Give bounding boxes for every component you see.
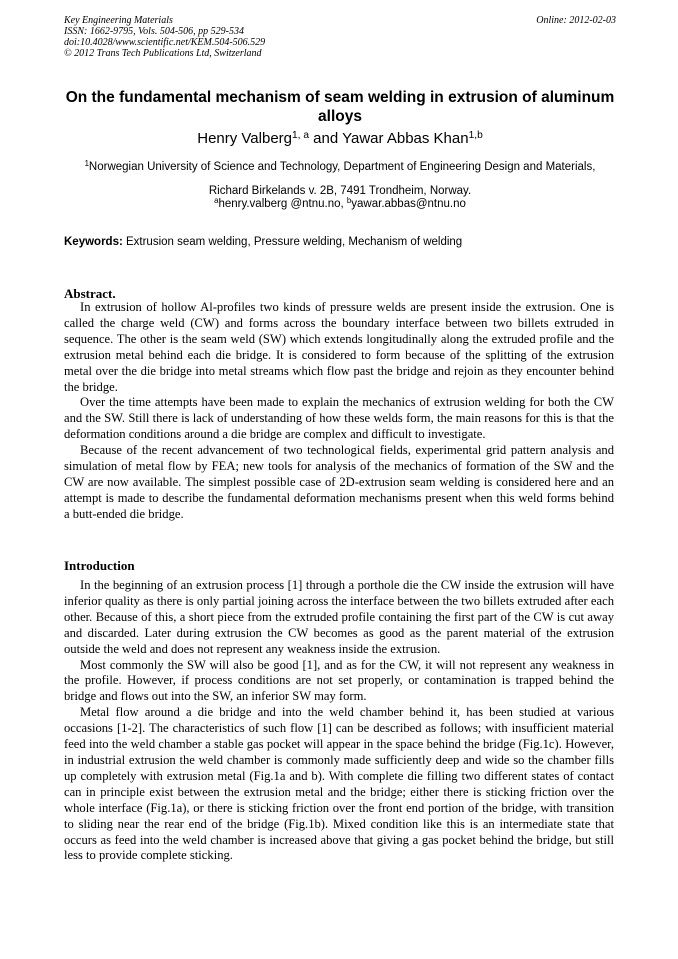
email-a-sup: a (214, 196, 219, 206)
email-a[interactable]: henry.valberg @ntnu.no, (218, 198, 347, 210)
introduction-paragraph: Most commonly the SW will also be good [1], and as for the CW, it will not represent any weakness in the profile. However, if process conditions are not set properly, or contamination is trapped behind the bridge and flows out into the SW, an inferior SW may form. (64, 657, 614, 704)
journal-name: Key Engineering Materials (64, 15, 173, 26)
journal-header (64, 15, 616, 59)
affiliation-sup: 1 (84, 159, 89, 169)
abstract-paragraph: Because of the recent advancement of two technological fields, experimental grid pattern analysis and simulation of metal flow by FEA; new tools for analysis of the mechanics of formation of the SW and the CW are now available. The simplest possible case of 2D-extrusion seam welding is considered here and an attempt is made to describe the fundamental deformation mechanisms present when this weld forms behind a butt-ended die bridge. (64, 443, 614, 521)
online-date: Online: 2012-02-03 (536, 15, 616, 26)
abstract-paragraph: Over the time attempts have been made to explain the mechanics of extrusion welding for both the CW and the SW. Still there is lack of understanding of how these welds form, the main reasons for this is that the deformation conditions around a die bridge are complex and difficult to investigate. (64, 395, 614, 442)
abstract-paragraph: In extrusion of hollow Al-profiles two kinds of pressure welds are present inside the extrusion. One is called the charge weld (CW) and forms across the boundary interface between two billets extruded in sequence. The other is the seam weld (SW) which extends longitudinally along the extruded profile and the extrusion metal behind each die bridge. It is considered to form because of the splitting of the extrusion metal over the die bridge into metal streams which flow past the bridge and rejoin as they encounter behind the bridge. (64, 300, 614, 394)
paper-title: On the fundamental mechanism of seam welding in extrusion of aluminum alloys (65, 89, 615, 125)
journal-issn: ISSN: 1662-9795, Vols. 504-506, pp 529-534 (64, 26, 244, 37)
keywords (64, 235, 624, 249)
author-conjunction: and (309, 130, 343, 147)
author-1-name: Henry Valberg (197, 130, 293, 147)
keywords-label: Keywords: (64, 236, 123, 248)
email-b-sup: b (346, 196, 352, 206)
introduction-body (64, 578, 614, 864)
abstract-heading: Abstract. (64, 286, 116, 301)
author-2-name: Yawar Abbas Khan (342, 130, 469, 147)
author-line (64, 130, 616, 148)
introduction-paragraph: Metal flow around a die bridge and into the weld chamber behind it, has been studied at various occasions [1-2]. The characteristics of such flow [1] can be described as follows; with insufficient material feed into the weld chamber a stable gas pocket will appear in the space behind the bridge (Fig.1c). However, in industrial extrusion the weld chamber is commonly made sufficiently deep and wide so the chamber fills up completely with extrusion metal (Fig.1a and b). With complete die filling two different states of contact can in principle exist between the extrusion metal and the bridge; either there is sticking friction over the whole interface (Fig.1a), or there is sticking friction over the front end portion of the bridge, with transition to sliding near the rear end of the bridge (Fig.1b). Mixed condition like this is an intermediate state that occurs as feed into the weld chamber is increased above that giving a gas pocket behind the bridge, but still less to provide complete sticking. (64, 705, 614, 863)
affiliation-text: Norwegian University of Science and Technology, Department of Engineering Design and Materials, Richard Birkelands v. 2B, 7491 Trondheim, Norway. (88, 161, 596, 197)
author-emails (64, 197, 616, 211)
author-1-sup: 1, a (292, 129, 310, 141)
keywords-text: Extrusion seam welding, Pressure welding, Mechanism of welding (122, 236, 463, 248)
abstract-body (64, 300, 614, 523)
introduction-heading: Introduction (64, 558, 135, 573)
author-2-sup: 1,b (468, 129, 483, 141)
introduction-paragraph: In the beginning of an extrusion process [1] through a porthole die the CW inside the extrusion will have inferior quality as there is only partial joining across the interface between the two billets extruded after each other. Because of this, a short piece from the extruded profile containing the first part of the CW is cut away and discarded. Later during extrusion the CW becomes as good as the parent material of the extrusion outside the weld and does not represent any weakness inside the extrusion. (64, 578, 614, 656)
journal-copyright: © 2012 Trans Tech Publications Ltd, Switzerland (64, 48, 262, 59)
journal-doi[interactable]: doi:10.4028/www.scientific.net/KEM.504-506.529 (64, 37, 266, 48)
email-b[interactable]: yawar.abbas@ntnu.no (351, 198, 466, 210)
